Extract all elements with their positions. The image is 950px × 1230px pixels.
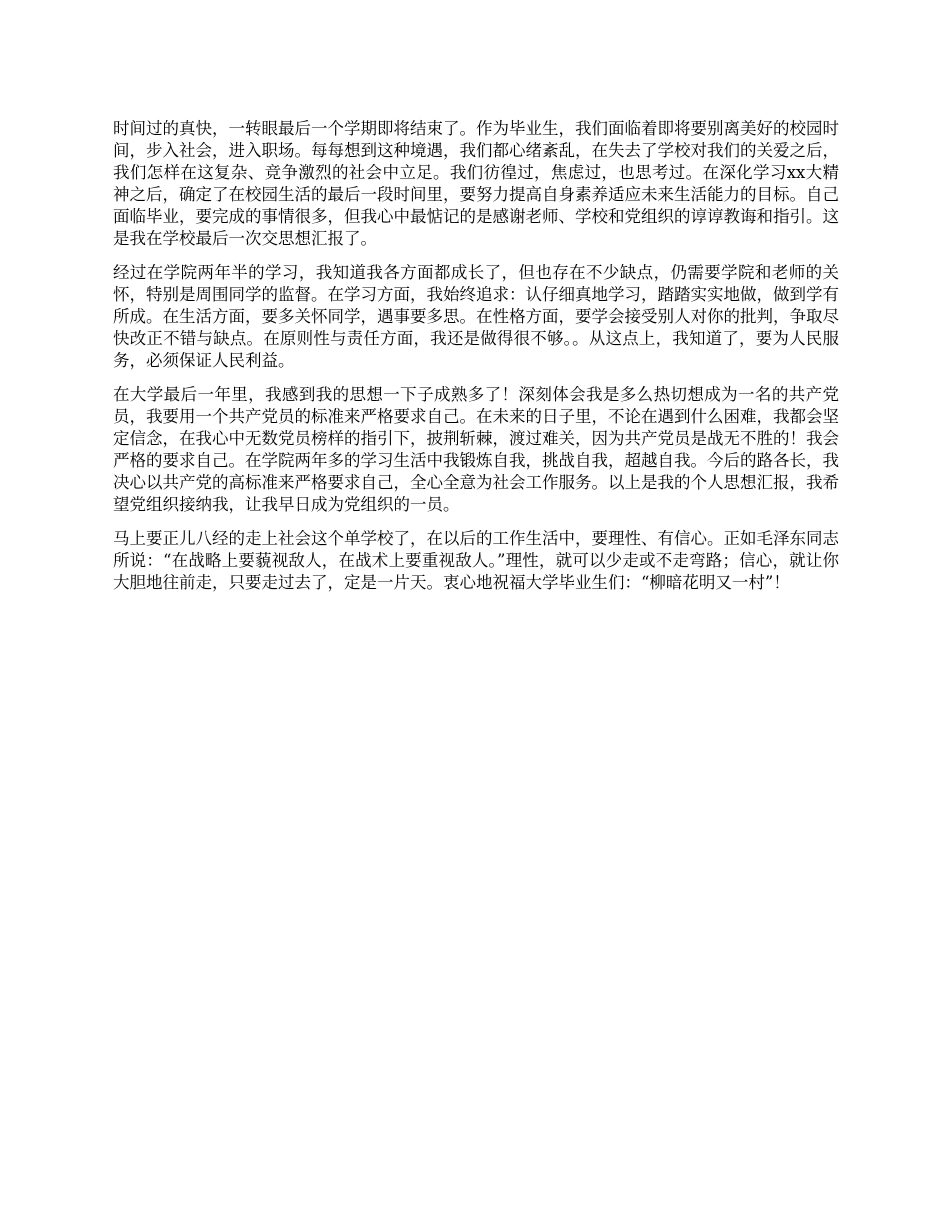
paragraph-4: 马上要正儿八经的走上社会这个单学校了，在以后的工作生活中，要理性、有信心。正如毛泽东同志所说：“在战略上要藐视敌人，在战术上要重视敌人。”理性，就可以少走或不走弯路；信心，就让你大胆地往前走，只要走过去了，定是一片天。衷心地祝福大学毕业生们：“柳暗花明又一村”！	[113, 529, 839, 592]
document-body	[113, 118, 839, 606]
paragraph-2: 经过在学院两年半的学习，我知道我各方面都成长了，但也存在不少缺点，仍需要学院和老师的关怀，特别是周围同学的监督。在学习方面，我始终追求：认仔细真地学习，踏踏实实地做，做到学有所成。在生活方面，要多关怀同学，遇事要多思。在性格方面，要学会接受别人对你的批判，争取尽快改正不错与缺点。在原则性与责任方面，我还是做得很不够。。从这点上，我知道了，要为人民服务，必须保证人民利益。	[113, 263, 839, 370]
paragraph-3: 在大学最后一年里，我感到我的思想一下子成熟多了！深刻体会我是多么热切想成为一名的共产党员，我要用一个共产党员的标准来严格要求自己。在未来的日子里，不论在遇到什么困难，我都会坚定信念，在我心中无数党员榜样的指引下，披荆斩棘，渡过难关，因为共产党员是战无不胜的！我会严格的要求自己。在学院两年多的学习生活中我锻炼自我，挑战自我，超越自我。今后的路各长，我决心以共产党的高标准来严格要求自己，全心全意为社会工作服务。以上是我的个人思想汇报，我希望党组织接纳我，让我早日成为党组织的一员。	[113, 385, 839, 514]
paragraph-1: 时间过的真快，一转眼最后一个学期即将结束了。作为毕业生，我们面临着即将要别离美好的校园时间，步入社会，进入职场。每每想到这种境遇，我们都心绪紊乱，在失去了学校对我们的关爱之后，我们怎样在这复杂、竞争激烈的社会中立足。我们彷徨过，焦虑过，也思考过。在深化学习xx大精神之后，确定了在校园生活的最后一段时间里，要努力提高自身素养适应未来生活能力的目标。自己面临毕业，要完成的事情很多，但我心中最惦记的是感谢老师、学校和党组织的谆谆教诲和指引。这是我在学校最后一次交思想汇报了。	[113, 119, 839, 248]
